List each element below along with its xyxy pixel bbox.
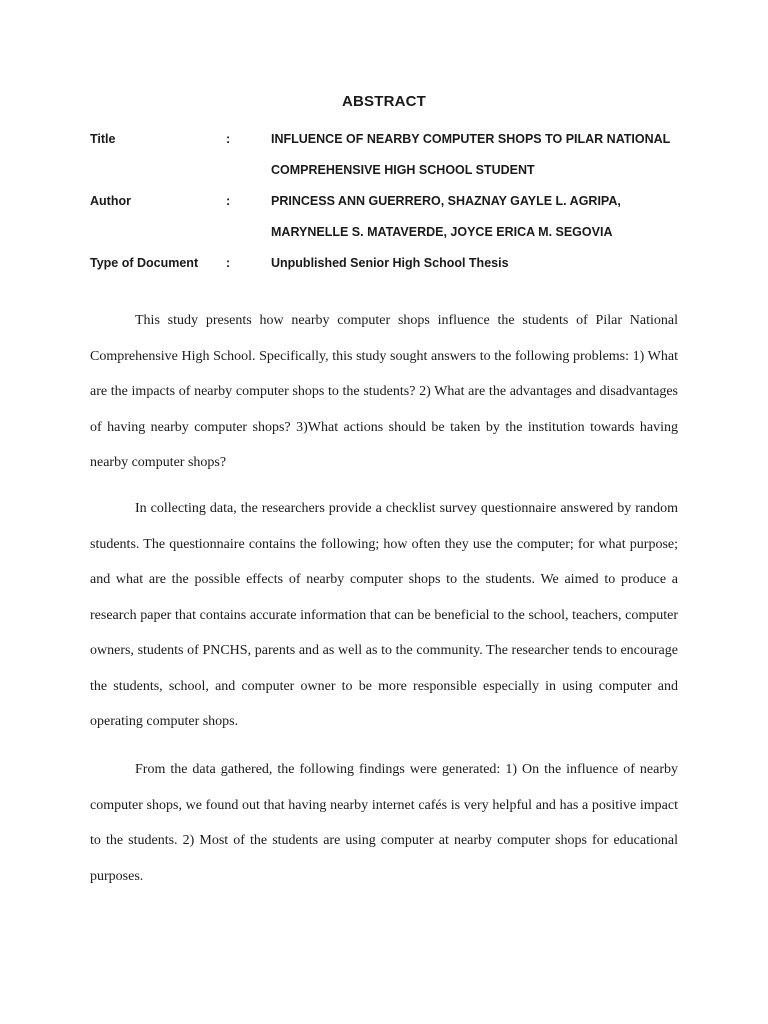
meta-label-title: Title [90,132,116,146]
paragraph-text: This study presents how nearby computer shops influence the students of Pilar National Comprehensive High School. Specifically, this study sought answers to the following problems: 1) What are the impacts of nearby computer shops to the students? 2) What are the advantages and disadvantages of having nearby computer shops? 3)What actions should be taken by the institution towards having nearby computer shops? [90,313,678,470]
meta-colon: : [226,256,231,270]
meta-value-title [271,124,690,186]
meta-value-line: Unpublished Senior High School Thesis [271,256,509,270]
meta-value-line: PRINCESS ANN GUERRERO, SHAZNAY GAYLE L. AGRIPA, [271,194,621,208]
meta-value-line: MARYNELLE S. MATAVERDE, JOYCE ERICA M. SEGOVIA [271,225,613,239]
meta-value-line: INFLUENCE OF NEARBY COMPUTER SHOPS TO PILAR NATIONAL [271,132,671,146]
meta-value-document-type [271,248,690,279]
meta-row-title [90,124,690,186]
meta-row-document-type [90,248,690,279]
abstract-heading: ABSTRACT [341,93,427,110]
meta-value-line: COMPREHENSIVE HIGH SCHOOL STUDENT [271,163,535,177]
abstract-paragraph-1 [90,303,678,481]
metadata-block [90,124,690,279]
paragraph-text: From the data gathered, the following findings were generated: 1) On the influence of nearby computer shops, we found out that having nearby internet cafés is very helpful and has a positive impact to the students. 2) Most of the students are using computer at nearby computer shops for educational purposes. [90,762,678,884]
meta-row-author [90,186,690,248]
abstract-paragraph-2 [90,491,678,740]
meta-label-document-type: Type of Document [90,256,199,270]
meta-colon: : [226,194,231,208]
meta-label-author: Author [90,194,131,208]
meta-value-author [271,186,690,248]
abstract-paragraph-3 [90,752,678,894]
paragraph-text: In collecting data, the researchers provide a checklist survey questionnaire answered by random students. The questionnaire contains the following; how often they use the computer; for what purpose; and what are the possible effects of nearby computer shops to the students. We aimed to produce a research paper that contains accurate information that can be beneficial to the school, teachers, computer owners, students of PNCHS, parents and as well as to the community. The researcher tends to encourage the students, school, and computer owner to be more responsible especially in using computer and operating computer shops. [90,501,678,729]
meta-colon: : [226,132,231,146]
